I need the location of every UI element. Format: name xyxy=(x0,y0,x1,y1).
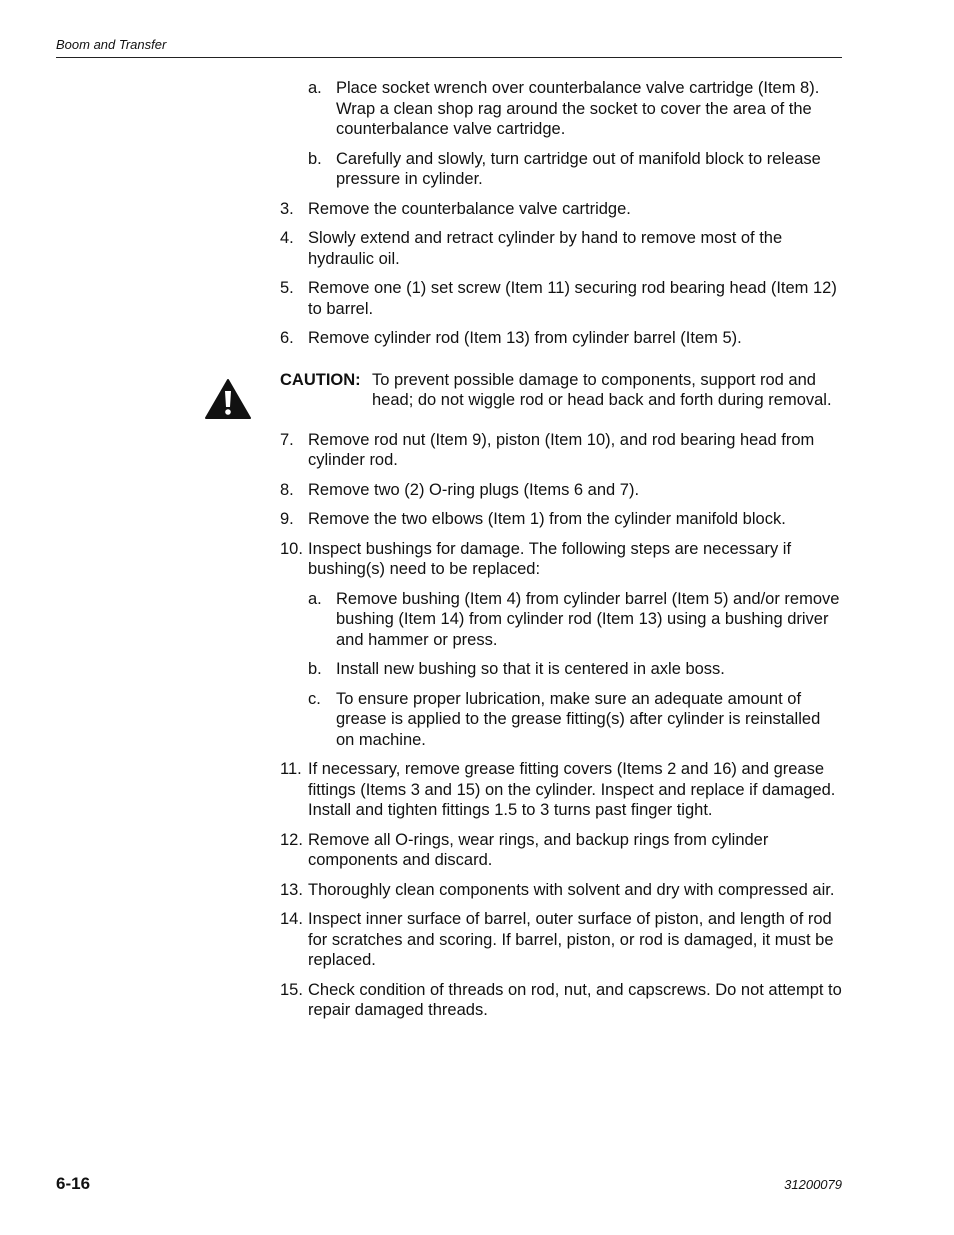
document-number: 31200079 xyxy=(784,1177,842,1192)
step-text: Remove the counterbalance valve cartridge. xyxy=(308,199,631,218)
step-number: a. xyxy=(308,79,322,97)
step-number: 8. xyxy=(280,480,294,499)
step-number: 4. xyxy=(280,229,294,247)
steps-before-caution xyxy=(280,78,842,349)
step-item xyxy=(280,328,842,349)
step-text: Remove one (1) set screw (Item 11) securing rod bearing head (Item 12) to barrel. xyxy=(308,279,837,318)
step-number: 11. xyxy=(280,760,302,778)
step-number: 13. xyxy=(280,880,303,899)
step-item xyxy=(280,909,842,971)
step-number: 15. xyxy=(280,980,303,999)
step-text: To ensure proper lubrication, make sure an adequate amount of grease is applied to the grease fitting(s) after cylinder is reinstalled on machine. xyxy=(336,689,821,749)
step-text: Check condition of threads on rod, nut, and capscrews. Do not attempt to repair damaged threads. xyxy=(308,980,842,1019)
step-number: a. xyxy=(308,589,322,608)
step-item xyxy=(280,759,842,821)
caution-block xyxy=(280,370,842,411)
step-number: 7. xyxy=(280,430,294,449)
header-rule xyxy=(56,57,842,58)
step-number: 9. xyxy=(280,510,294,528)
step-text: Thoroughly clean components with solvent and dry with compressed air. xyxy=(308,880,835,899)
step-item xyxy=(280,539,842,580)
step-text: Carefully and slowly, turn cartridge out of manifold block to release pressure in cylinder. xyxy=(336,149,821,188)
step-text: Remove cylinder rod (Item 13) from cylinder barrel (Item 5). xyxy=(308,329,742,347)
step-text: Remove the two elbows (Item 1) from the cylinder manifold block. xyxy=(308,510,786,528)
section-header: Boom and Transfer xyxy=(56,37,167,52)
step-item xyxy=(280,509,842,530)
step-item xyxy=(280,228,842,269)
step-item xyxy=(280,480,842,501)
step-number: b. xyxy=(308,660,322,678)
step-text: Install new bushing so that it is centered in axle boss. xyxy=(336,660,725,678)
step-number: 10. xyxy=(280,539,303,558)
caution-text: To prevent possible damage to components, support rod and head; do not wiggle rod or head back and forth during removal. xyxy=(372,370,832,409)
step-text: If necessary, remove grease fitting covers (Items 2 and 16) and grease fittings (Items 3 and 15) on the cylinder. Inspect and replace if damaged. Install and tighten fittings 1.5 to 3 turns past finger tight. xyxy=(308,760,836,819)
step-number: 6. xyxy=(280,329,294,347)
page-number: 6-16 xyxy=(56,1174,91,1193)
sub-step-item xyxy=(308,78,842,140)
step-item xyxy=(280,199,842,220)
caution-label: CAUTION: xyxy=(280,370,361,389)
procedure-content xyxy=(280,78,842,1030)
step-item xyxy=(280,880,842,901)
step-number: 5. xyxy=(280,279,294,297)
step-item xyxy=(280,980,842,1021)
step-text: Place socket wrench over counterbalance valve cartridge (Item 8). Wrap a clean shop rag around the socket to cover the area of the counterbalance valve cartridge. xyxy=(336,79,820,138)
step-number: c. xyxy=(308,689,321,708)
steps-after-caution xyxy=(280,430,842,1021)
step-number: 3. xyxy=(280,199,294,218)
step-text: Inspect bushings for damage. The following steps are necessary if bushing(s) need to be replaced: xyxy=(308,539,792,578)
step-number: 14. xyxy=(280,910,303,928)
warning-triangle-icon xyxy=(204,378,252,420)
step-text: Inspect inner surface of barrel, outer surface of piston, and length of rod for scratches and scoring. If barrel, piston, or rod is damaged, it must be replaced. xyxy=(308,910,834,969)
sub-step-item xyxy=(308,149,842,190)
step-text: Remove all O-rings, wear rings, and backup rings from cylinder components and discard. xyxy=(308,830,769,869)
step-text: Remove bushing (Item 4) from cylinder barrel (Item 5) and/or remove bushing (Item 14) from cylinder rod (Item 13) using a bushing driver and hammer or press. xyxy=(336,589,840,649)
step-text: Remove rod nut (Item 9), piston (Item 10), and rod bearing head from cylinder rod. xyxy=(308,430,815,469)
step-number: b. xyxy=(308,149,322,168)
step-item xyxy=(280,430,842,471)
step-item xyxy=(280,278,842,319)
sub-step-item xyxy=(308,659,842,680)
step-number: 12. xyxy=(280,830,303,849)
sub-step-item xyxy=(308,689,842,751)
sub-step-item xyxy=(308,589,842,651)
step-item xyxy=(280,830,842,871)
step-text: Slowly extend and retract cylinder by hand to remove most of the hydraulic oil. xyxy=(308,229,783,268)
step-text: Remove two (2) O-ring plugs (Items 6 and 7). xyxy=(308,480,640,499)
